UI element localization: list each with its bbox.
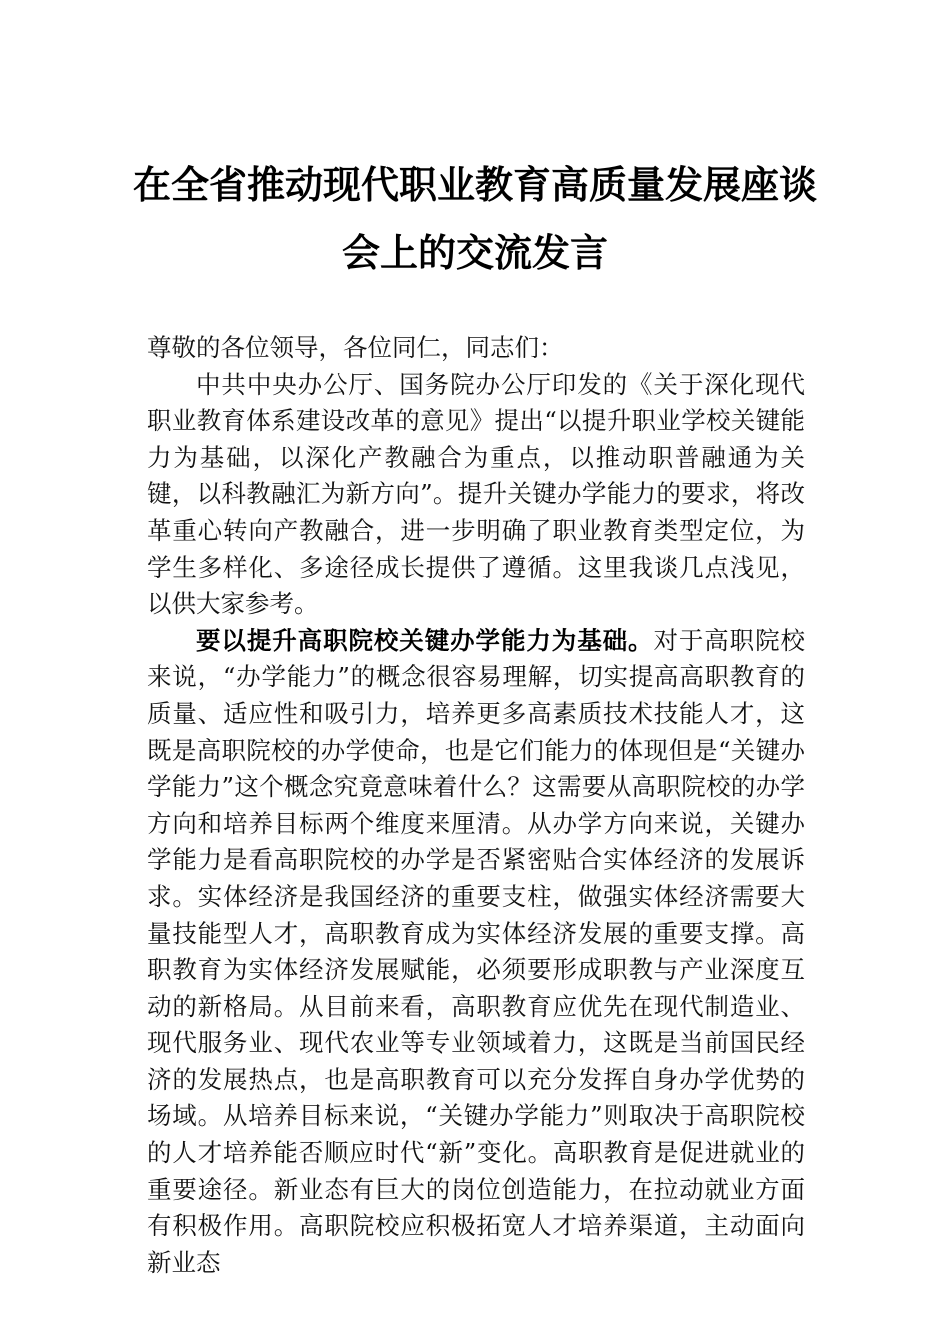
document-title-line-1: 在全省推动现代职业教育高质量发展座谈 — [132, 162, 817, 207]
document-body — [147, 330, 805, 1281]
paragraph-2-body: 对于高职院校来说，“办学能力”的概念很容易理解，切实提高高职教育的质量、适应性和吸引力，培养更多高素质技术技能人才，这既是高职院校的办学使命，也是它们能力的体现但是“关键办学能力”这个概念究竟意味着什么？这需要从高职院校的办学方向和培养目标两个维度来厘清。从办学方向来说，关键办学能力是看高职院校的办学是否紧密贴合实体经济的发展诉求。实体经济是我国经济的重要支柱，做强实体经济需要大量技能型人才，高职教育成为实体经济发展的重要支撑。高职教育为实体经济发展赋能，必须要形成职教与产业深度互动的新格局。从目前来看，高职教育应优先在现代制造业、现代服务业、现代农业等专业领域着力，这既是当前国民经济的发展热点，也是高职教育可以充分发挥自身办学优势的场域。从培养目标来说，“关键办学能力”则取决于高职院校的人才培养能否顺应时代“新”变化。高职教育是促进就业的重要途径。新业态有巨大的岗位创造能力，在拉动就业方面有积极作用。高职院校应积极拓宽人才培养渠道，主动面向新业态 — [147, 625, 806, 1277]
paragraph-2-heading: 要以提升高职院校关键办学能力为基础。 — [196, 625, 654, 655]
salutation: 尊敬的各位领导，各位同仁，同志们： — [147, 333, 564, 362]
paragraph-1: 中共中央办公厅、国务院办公厅印发的《关于深化现代职业教育体系建设改革的意见》提出“以提升职业学校关键能力为基础，以深化产教融合为重点，以推动职普融通为关键，以科教融汇为新方向”。提升关键办学能力的要求，将改革重心转向产教融合，进一步明确了职业教育类型定位，为学生多样化、多途径成长提供了遵循。这里我谈几点浅见，以供大家参考。 — [147, 369, 805, 619]
paragraph-2 — [147, 623, 805, 1282]
document-title-line-2: 会上的交流发言 — [341, 230, 608, 275]
